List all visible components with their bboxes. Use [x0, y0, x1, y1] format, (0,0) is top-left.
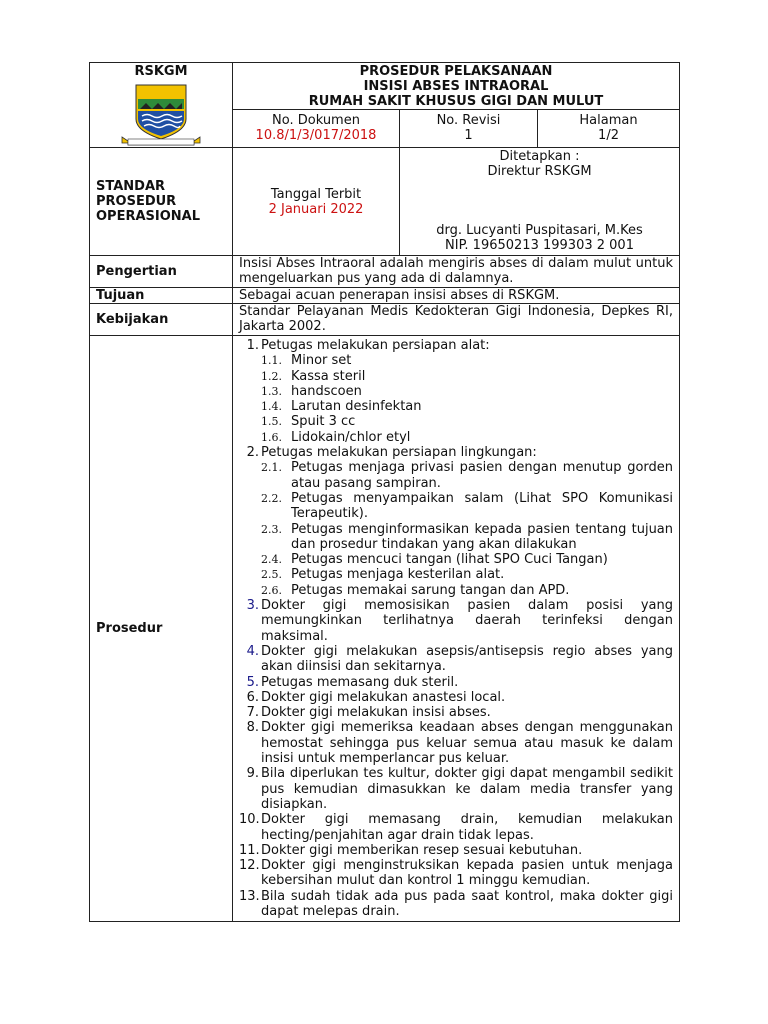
- pengertian-text: Insisi Abses Intraoral adalah mengiris abses di dalam mulut untuk mengeluarkan pus yang ada di dalamnya.: [233, 256, 680, 288]
- revision-cell: [400, 110, 538, 148]
- procedure-substep-text: Petugas memakai sarung tangan dan APD.: [291, 582, 570, 598]
- procedure-step-text: Dokter gigi menginstruksikan kepada pasien untuk menjaga kebersihan mulut dan kontrol 1 minggu kemudian.: [261, 858, 674, 889]
- procedure-substep: [239, 430, 673, 445]
- procedure-substep-text: Petugas menjaga kesterilan alat.: [291, 567, 505, 583]
- procedure-step: [239, 766, 673, 812]
- sop-label: [90, 148, 233, 256]
- approval-label: Ditetapkan :: [499, 149, 580, 164]
- procedure-substep: [239, 399, 673, 414]
- procedure-step-text: Dokter gigi memberikan resep sesuai kebutuhan.: [261, 842, 583, 858]
- procedure-step-text: Petugas melakukan persiapan alat:: [261, 338, 490, 353]
- procedure-step-text: Petugas melakukan persiapan lingkungan:: [261, 445, 537, 461]
- procedure-substep: [239, 460, 673, 491]
- procedure-substep-text: Petugas mencuci tangan (lihat SPO Cuci Tangan): [291, 552, 608, 568]
- page-value: 1/2: [598, 128, 619, 143]
- procedure-step: [239, 812, 673, 843]
- issued-label: Tanggal Terbit: [270, 186, 362, 202]
- procedure-substep-number: 2.3.: [261, 522, 282, 536]
- procedure-step: [239, 690, 673, 705]
- procedure-step: [239, 338, 673, 353]
- signer-nip: NIP. 19650213 199303 2 001: [445, 238, 634, 253]
- signer-name: drg. Lucyanti Puspitasari, M.Kes: [436, 223, 643, 238]
- procedure-substep-number: 1.3.: [261, 384, 282, 398]
- procedure-step-number: 4.: [246, 643, 259, 659]
- procedure-substep-number: 2.1.: [261, 461, 282, 475]
- procedure-substep-number: 1.5.: [261, 415, 282, 429]
- pengertian-label: Pengertian: [90, 256, 233, 288]
- procedure-substep: [239, 384, 673, 399]
- revision-value: 1: [464, 128, 473, 143]
- sop-label-line-2: PROSEDUR: [96, 194, 177, 209]
- procedure-step-text: Petugas memasang duk steril.: [261, 674, 459, 690]
- procedure-substep-number: 1.6.: [261, 430, 282, 444]
- city-emblem-logo: [116, 81, 206, 147]
- procedure-substep-text: Kassa steril: [291, 368, 366, 384]
- sop-label-line-1: STANDAR: [96, 179, 166, 194]
- procedure-step-number: 5.: [246, 674, 259, 690]
- approval-by: Direktur RSKGM: [487, 164, 592, 179]
- procedure-substep-number: 1.1.: [261, 354, 282, 368]
- procedure-substep-number: 2.4.: [261, 553, 282, 567]
- title-line-3: RUMAH SAKIT KHUSUS GIGI DAN MULUT: [308, 94, 604, 109]
- org-name: RSKGM: [134, 64, 188, 79]
- logo-cell: [90, 63, 233, 148]
- procedure-step-text: Bila diperlukan tes kultur, dokter gigi dapat mengambil sedikit pus kemudian dimasukkan ke dalam media transfer yang disiapkan.: [261, 766, 674, 812]
- kebijakan-label: Kebijakan: [90, 304, 233, 336]
- procedure-step: [239, 598, 673, 644]
- sop-table: [89, 62, 680, 922]
- procedure-substep: [239, 414, 673, 429]
- procedure-substep-text: Petugas menyampaikan salam (Lihat SPO Komunikasi Terapeutik).: [291, 490, 674, 522]
- page-cell: [538, 110, 680, 148]
- procedure-step-number: 8.: [246, 720, 259, 736]
- procedure-substep-number: 2.6.: [261, 583, 282, 597]
- procedure-substep-text: handscoen: [291, 383, 362, 399]
- procedure-substep-text: Larutan desinfektan: [291, 399, 422, 415]
- procedure-step-number: 13.: [239, 888, 260, 904]
- approval-cell: [400, 148, 680, 256]
- procedure-step-number: 9.: [246, 766, 259, 782]
- procedure-step: [239, 644, 673, 675]
- procedure-step-text: Bila sudah tidak ada pus pada saat kontrol, maka dokter gigi dapat melepas drain.: [261, 888, 674, 919]
- procedure-step: [239, 858, 673, 889]
- procedure-substep-number: 1.4.: [261, 400, 282, 414]
- procedure-step: [239, 889, 673, 920]
- kebijakan-text: Standar Pelayanan Medis Kedokteran Gigi Indonesia, Depkes RI, Jakarta 2002.: [233, 304, 680, 336]
- document-title: [233, 63, 680, 110]
- title-line-2: INSISI ABSES INTRAORAL: [363, 79, 549, 94]
- procedure-step-text: Dokter gigi memeriksa keadaan abses dengan menggunakan hemostat sehingga pus keluar semua atau masuk ke dalam insisi untuk memperlancar pus keluar.: [261, 720, 674, 767]
- procedure-step-number: 3.: [246, 598, 259, 614]
- procedure-substep: [239, 491, 673, 522]
- sop-document: [89, 62, 679, 922]
- procedure-substep: [239, 552, 673, 567]
- doc-number-label: No. Dokumen: [272, 113, 360, 128]
- doc-number-value: 10.8/1/3/017/2018: [255, 128, 377, 143]
- prosedur-label: Prosedur: [90, 336, 233, 922]
- procedure-substep-number: 1.2.: [261, 369, 282, 383]
- title-line-1: PROSEDUR PELAKSANAAN: [359, 64, 553, 79]
- issued-value: 2 Januari 2022: [268, 201, 364, 217]
- procedure-step-text: Dokter gigi melakukan asepsis/antisepsis regio abses yang akan diinsisi dan sekitarnya.: [261, 643, 674, 675]
- procedure-substep-number: 2.2.: [261, 491, 282, 505]
- procedure-step: [239, 720, 673, 766]
- procedure-substep: [239, 522, 673, 553]
- procedure-step-number: 11.: [239, 842, 260, 858]
- procedure-step-text: Dokter gigi melakukan insisi abses.: [261, 705, 491, 721]
- procedure-step-text: Dokter gigi melakukan anastesi local.: [261, 689, 506, 705]
- procedure-step-number: 10.: [239, 812, 260, 828]
- revision-label: No. Revisi: [436, 113, 501, 128]
- procedure-substep-number: 2.5.: [261, 568, 282, 582]
- procedure-step-number: 7.: [246, 705, 259, 721]
- procedure-substep-text: Petugas menginformasikan kepada pasien tentang tujuan dan prosedur tindakan yang akan dilakukan: [291, 521, 674, 552]
- procedure-step-number: 1.: [246, 338, 259, 353]
- procedure-step-text: Dokter gigi memosisikan pasien dalam posisi yang memungkinkan terlihatnya daerah terinfeksi dengan maksimal.: [261, 598, 674, 644]
- procedure-step: [239, 843, 673, 858]
- tujuan-text: Sebagai acuan penerapan insisi abses di RSKGM.: [233, 288, 680, 304]
- procedure-substep-text: Petugas menjaga privasi pasien dengan menutup gorden atau pasang sampiran.: [291, 460, 674, 491]
- procedure-step: [239, 675, 673, 690]
- procedure-step-number: 2.: [246, 445, 259, 461]
- procedure-substep-text: Spuit 3 cc: [291, 414, 356, 430]
- sop-label-line-3: OPERASIONAL: [96, 209, 201, 224]
- procedure-step-number: 6.: [246, 689, 259, 705]
- doc-number-cell: [233, 110, 400, 148]
- procedure-substep: [239, 583, 673, 598]
- procedure-substep-text: Lidokain/chlor etyl: [291, 429, 411, 445]
- tujuan-label: Tujuan: [90, 288, 233, 304]
- procedure-step: [239, 705, 673, 720]
- procedure-substep: [239, 353, 673, 368]
- issued-date-cell: [233, 148, 400, 256]
- procedure-step: [239, 445, 673, 460]
- procedure-substep: [239, 567, 673, 582]
- procedure-step-number: 12.: [239, 858, 260, 874]
- procedure-substep: [239, 369, 673, 384]
- prosedur-list: [233, 336, 680, 922]
- page-label: Halaman: [579, 113, 638, 128]
- procedure-substep-text: Minor set: [291, 353, 352, 369]
- procedure-step-text: Dokter gigi memasang drain, kemudian melakukan hecting/penjahitan agar drain tidak lepas.: [261, 812, 674, 843]
